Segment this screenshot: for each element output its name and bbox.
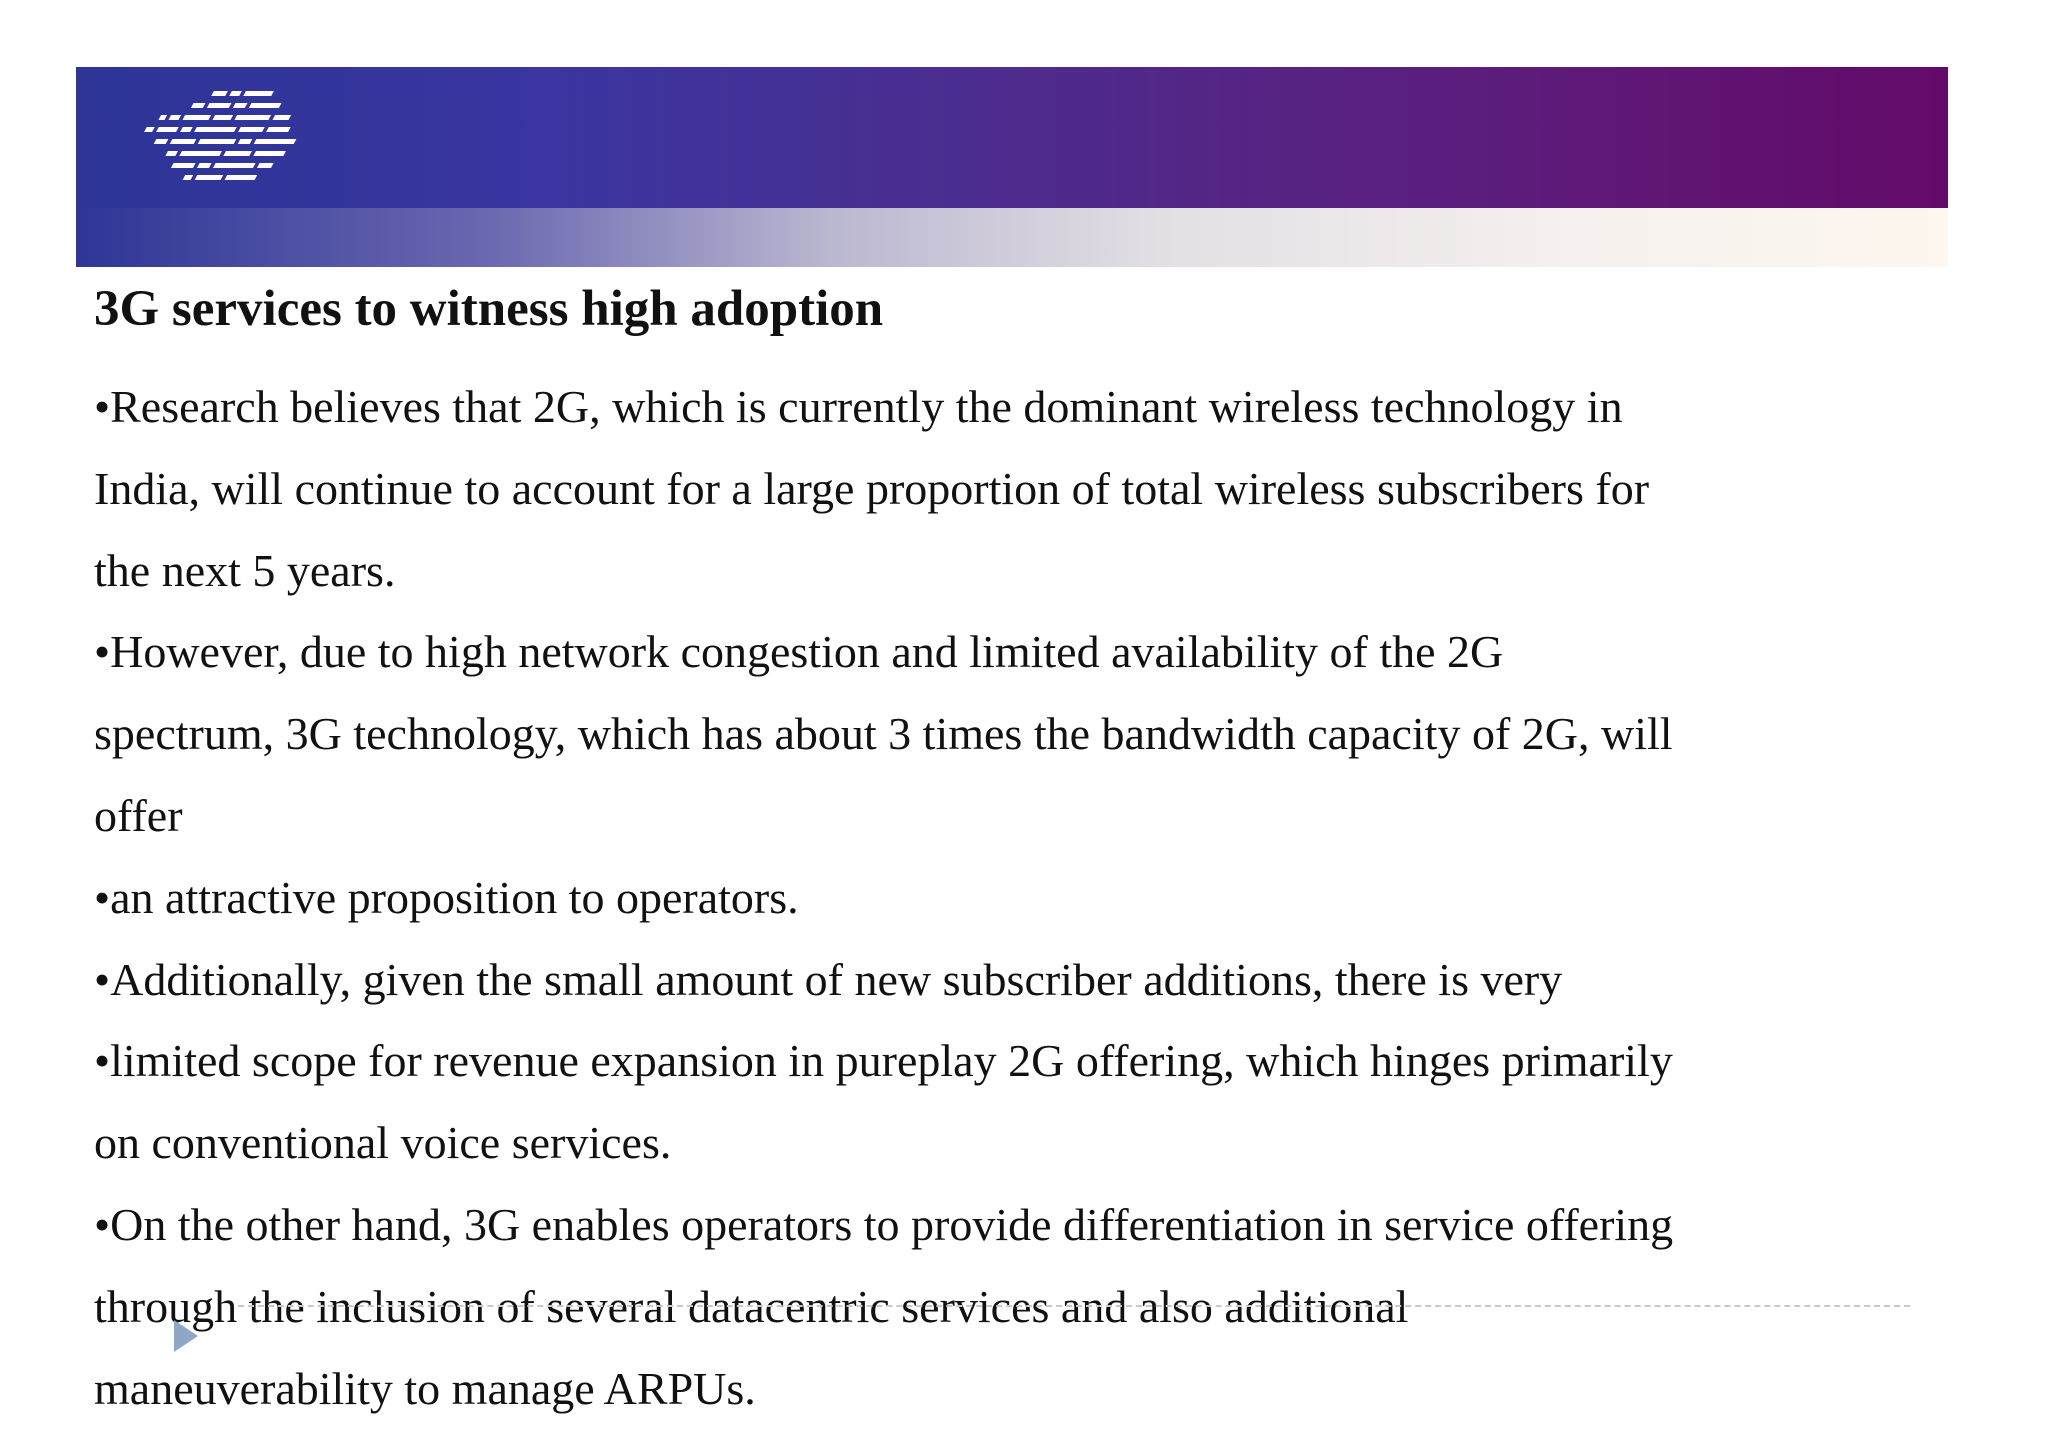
body-line: through the inclusion of several datacentric services and also additional (94, 1280, 1409, 1332)
striped-globe-logo-icon (106, 87, 336, 197)
body-line: •Additionally, given the small amount of new subscriber additions, there is very (94, 953, 1563, 1005)
body-line: India, will continue to account for a large proportion of total wireless subscribers for (94, 462, 1650, 514)
banner-top-band (76, 67, 1948, 208)
body-line: the next 5 years. (94, 544, 396, 596)
body-line: •limited scope for revenue expansion in pureplay 2G offering, which hinges primarily (94, 1035, 1673, 1087)
body-line: •On the other hand, 3G enables operators to provide differentiation in service offering (94, 1198, 1674, 1250)
slide-body (94, 366, 2014, 1429)
triangle-arrow-icon (172, 1318, 200, 1354)
body-line: •However, due to high network congestion and limited availability of the 2G (94, 626, 1504, 678)
body-line: maneuverability to manage ARPUs. (94, 1362, 756, 1414)
banner-fade-band (76, 208, 1948, 267)
footer-divider (238, 1305, 1910, 1307)
header-banner (76, 67, 1948, 267)
body-line: offer (94, 789, 183, 841)
body-line: •an attractive proposition to operators. (94, 871, 799, 923)
body-line: spectrum, 3G technology, which has about 3 times the bandwidth capacity of 2G, will (94, 708, 1673, 760)
slide-title: 3G services to witness high adoption (94, 281, 884, 337)
body-line: on conventional voice services. (94, 1117, 672, 1169)
body-line: •Research believes that 2G, which is currently the dominant wireless technology in (94, 381, 1623, 432)
